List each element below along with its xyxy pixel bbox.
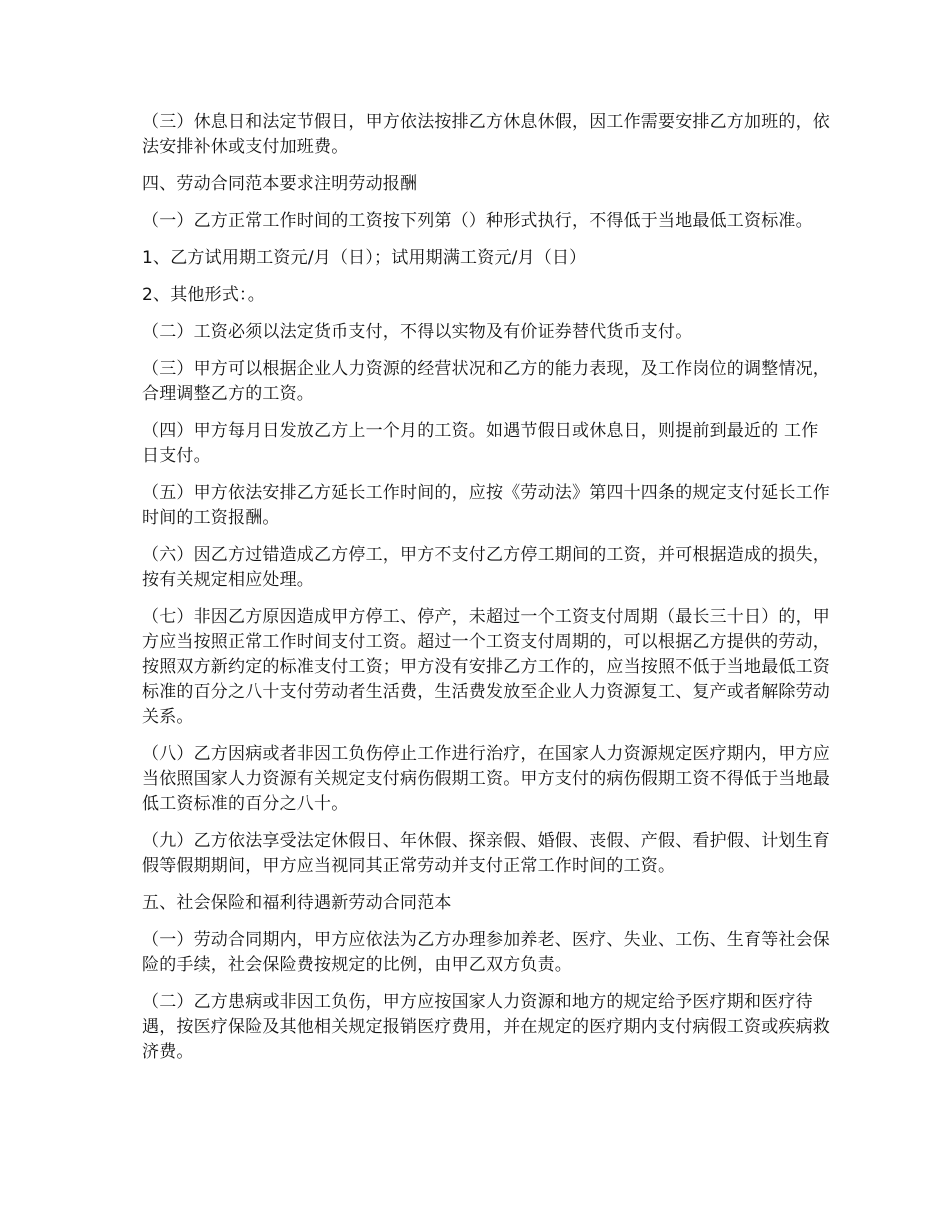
paragraph-probation-wage: 1、乙方试用期工资元/月（日）；试用期满工资元/月（日） (142, 248, 587, 268)
paragraph-rest-days: （三）休息日和法定节假日，甲方依法按排乙方休息休假，因工作需要安排乙方加班的，依法安排补休或支付加班费。 (142, 112, 830, 157)
paragraph-pay-day: （四）甲方每月日发放乙方上一个月的工资。如遇节假日或休息日，则提前到最近的 工作日支付。 (142, 421, 819, 466)
paragraph-statutory-leave: （九）乙方依法享受法定休假日、年休假、探亲假、婚假、丧假、产假、看护假、计划生育假等假期期间，甲方应当视同其正常劳动并支付正常工作时间的工资。 (142, 831, 830, 876)
paragraph-legal-currency: （二）工资必须以法定货币支付，不得以实物及有价证券替代货币支付。 (142, 322, 693, 342)
section-heading-social-insurance: 五、社会保险和福利待遇新劳动合同范本 (142, 893, 452, 913)
paragraph-fault-stoppage: （六）因乙方过错造成乙方停工，甲方不支付乙方停工期间的工资，并可根据造成的损失，按有关规定相应处理。 (142, 545, 830, 590)
section-heading-remuneration: 四、劳动合同范本要求注明劳动报酬 (142, 174, 418, 194)
paragraph-wage-adjustment: （三）甲方可以根据企业人力资源的经营状况和乙方的能力表现，及工作岗位的调整情况，合理调整乙方的工资。 (142, 359, 830, 404)
document-page (142, 110, 832, 1077)
paragraph-medical-treatment: （二）乙方患病或非因工负伤，甲方应按国家人力资源和地方的规定给予医疗期和医疗待遇，按医疗保险及其他相关规定报销医疗费用，并在规定的医疗期内支付病假工资或疾病救济费。 (142, 992, 830, 1062)
paragraph-sick-leave: （八）乙方因病或者非因工负伤停止工作进行治疗，在国家人力资源规定医疗期内，甲方应当依照国家人力资源有关规定支付病伤假期工资。甲方支付的病伤假期工资不得低于当地最低工资标准的百分之八十。 (142, 744, 830, 814)
paragraph-other-form: 2、其他形式：。 (142, 285, 265, 305)
paragraph-non-fault-stoppage: （七）非因乙方原因造成甲方停工、停产，未超过一个工资支付周期（最长三十日）的，甲方应当按照正常工作时间支付工资。超过一个工资支付周期的，可以根据乙方提供的劳动，按照双方新约定的标准支付工资；甲方没有安排乙方工作的，应当按照不低于当地最低工资标准的百分之八十支付劳动者生活费，生活费发放至企业人力资源复工、复产或者解除劳动关系。 (142, 607, 830, 727)
paragraph-insurance-procedures: （一）劳动合同期内，甲方应依法为乙方办理参加养老、医疗、失业、工伤、生育等社会保险的手续，社会保险费按规定的比例，由甲乙双方负责。 (142, 930, 830, 975)
paragraph-overtime-pay: （五）甲方依法安排乙方延长工作时间的，应按《劳动法》第四十四条的规定支付延长工作时间的工资报酬。 (142, 483, 830, 528)
paragraph-wage-form: （一）乙方正常工作时间的工资按下列第（）种形式执行，不得低于当地最低工资标准。 (142, 211, 813, 231)
